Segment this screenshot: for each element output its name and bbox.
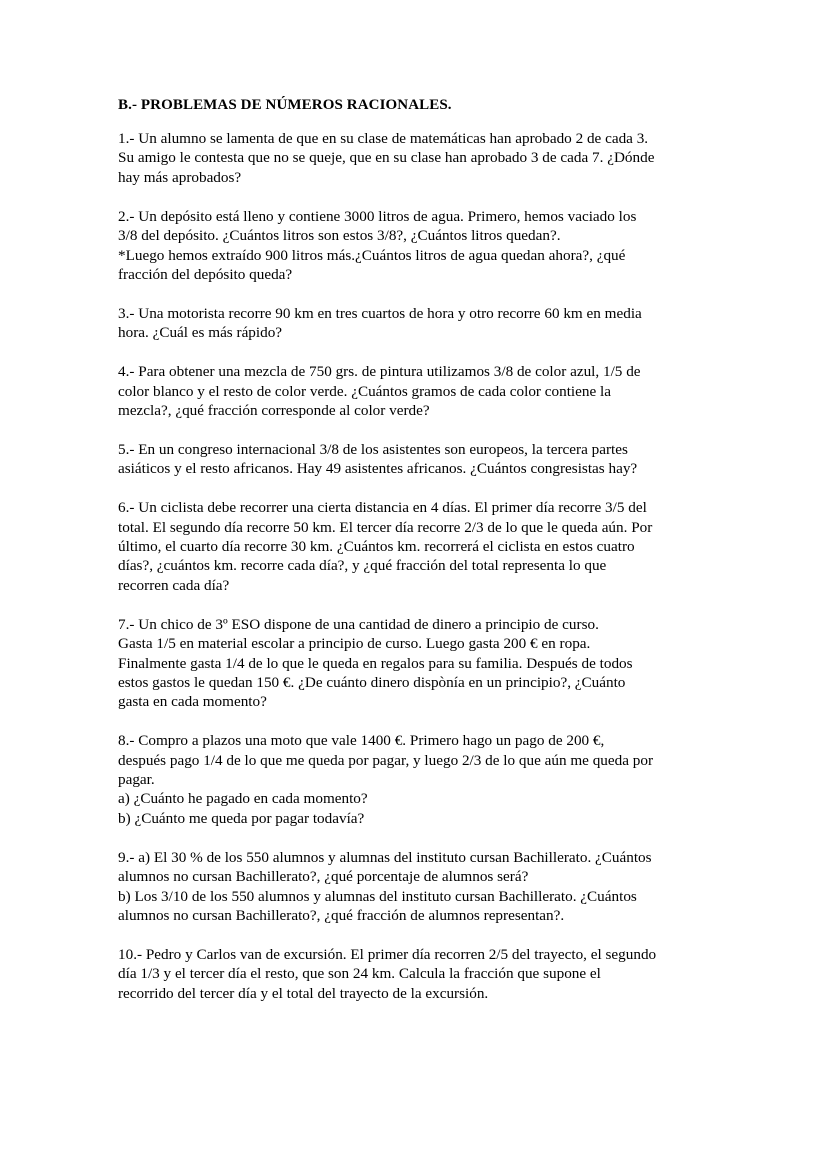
problem-text-line: último, el cuarto día recorre 30 km. ¿Cuántos km. recorrerá el ciclista en estos cuatro [118,538,635,555]
problem-text-line: fracción del depósito queda? [118,265,293,283]
problem-9 [118,848,718,926]
problem-10 [118,945,718,1003]
problem-text-line: 1.- Un alumno se lamenta de que en su clase de matemáticas han aprobado 2 de cada 3. [118,130,649,147]
problem-text-line: Finalmente gasta 1/4 de lo que le queda en regalos para su familia. Después de todos [118,654,633,672]
problem-text-line: recorrido del tercer día y el total del trayecto de la excursión. [118,984,489,1002]
problem-5 [118,440,718,479]
document-page [118,96,718,1023]
problem-text-line: Su amigo le contesta que no se queje, que en su clase han aprobado 3 de cada 7. ¿Dónde [118,149,655,167]
problem-text-line: color blanco y el resto de color verde. ¿Cuántos gramos de cada color contiene la [118,382,611,400]
problem-text-line: 4.- Para obtener una mezcla de 750 grs. de pintura utilizamos 3/8 de color azul, 1/5 de [118,363,641,381]
problem-text-line: hora. ¿Cuál es más rápido? [118,324,283,342]
problem-4 [118,362,718,420]
problem-1 [118,129,718,187]
problem-text-line: asiáticos y el resto africanos. Hay 49 asistentes africanos. ¿Cuántos congresistas hay? [118,460,638,478]
problem-text-line: estos gastos le quedan 150 €. ¿De cuánto dinero dispònía en un principio?, ¿Cuánto [118,673,626,691]
problem-text-line: 2.- Un depósito está lleno y contiene 3000 litros de agua. Primero, hemos vaciado los [118,207,637,225]
problem-text-line: 6.- Un ciclista debe recorrer una cierta distancia en 4 días. El primer día recorre 3/5 del [118,499,647,517]
problem-text-line: b) ¿Cuánto me queda por pagar todavía? [118,809,365,827]
problem-text-line: pagar. [118,771,155,789]
problem-6 [118,498,718,595]
problem-list [118,129,718,1003]
problem-text-line: a) ¿Cuánto he pagado en cada momento? [118,790,368,808]
problem-text-line: total. El segundo día recorre 50 km. El tercer día recorre 2/3 de lo que le queda aún. Por [118,518,653,536]
page-title: B.- PROBLEMAS DE NÚMEROS RACIONALES. [118,97,452,113]
problem-7 [118,615,718,712]
problem-text-line: Gasta 1/5 en material escolar a principio de curso. Luego gasta 200 € en ropa. [118,635,591,653]
problem-text-line: hay más aprobados? [118,168,242,186]
problem-text-line: recorren cada día? [118,576,230,594]
problem-text-line: mezcla?, ¿qué fracción corresponde al color verde? [118,401,430,419]
problem-text-line: b) Los 3/10 de los 550 alumnos y alumnas del instituto cursan Bachillerato. ¿Cuántos [118,887,637,905]
problem-2 [118,207,718,285]
problem-text-line: 3/8 del depósito. ¿Cuántos litros son estos 3/8?, ¿Cuántos litros quedan?. [118,227,561,245]
problem-text-line: después pago 1/4 de lo que me queda por pagar, y luego 2/3 de lo que aún me queda por [118,751,654,769]
problem-3 [118,304,718,343]
problem-text-line: 5.- En un congreso internacional 3/8 de los asistentes son europeos, la tercera partes [118,440,628,458]
problem-text-line: 7.- Un chico de 3º ESO dispone de una cantidad de dinero a principio de curso. [118,615,599,633]
problem-text-line: día 1/3 y el tercer día el resto, que son 24 km. Calcula la fracción que supone el [118,965,601,983]
problem-text-line: 10.- Pedro y Carlos van de excursión. El primer día recorren 2/5 del trayecto, el segundo [118,945,657,963]
problem-text-line: 9.- a) El 30 % de los 550 alumnos y alumnas del instituto cursan Bachillerato. ¿Cuántos [118,848,652,866]
problem-text-line: *Luego hemos extraído 900 litros más.¿Cuántos litros de agua quedan ahora?, ¿qué [118,246,626,264]
problem-8 [118,731,718,828]
problem-text-line: gasta en cada momento? [118,693,267,711]
problem-text-line: días?, ¿cuántos km. recorre cada día?, y ¿qué fracción del total representa lo que [118,557,607,575]
problem-text-line: 3.- Una motorista recorre 90 km en tres cuartos de hora y otro recorre 60 km en media [118,304,642,322]
problem-text-line: alumnos no cursan Bachillerato?, ¿qué fracción de alumnos representan?. [118,907,565,924]
problem-text-line: alumnos no cursan Bachillerato?, ¿qué porcentaje de alumnos será? [118,868,529,886]
problem-text-line: 8.- Compro a plazos una moto que vale 1400 €. Primero hago un pago de 200 €, [118,732,605,750]
